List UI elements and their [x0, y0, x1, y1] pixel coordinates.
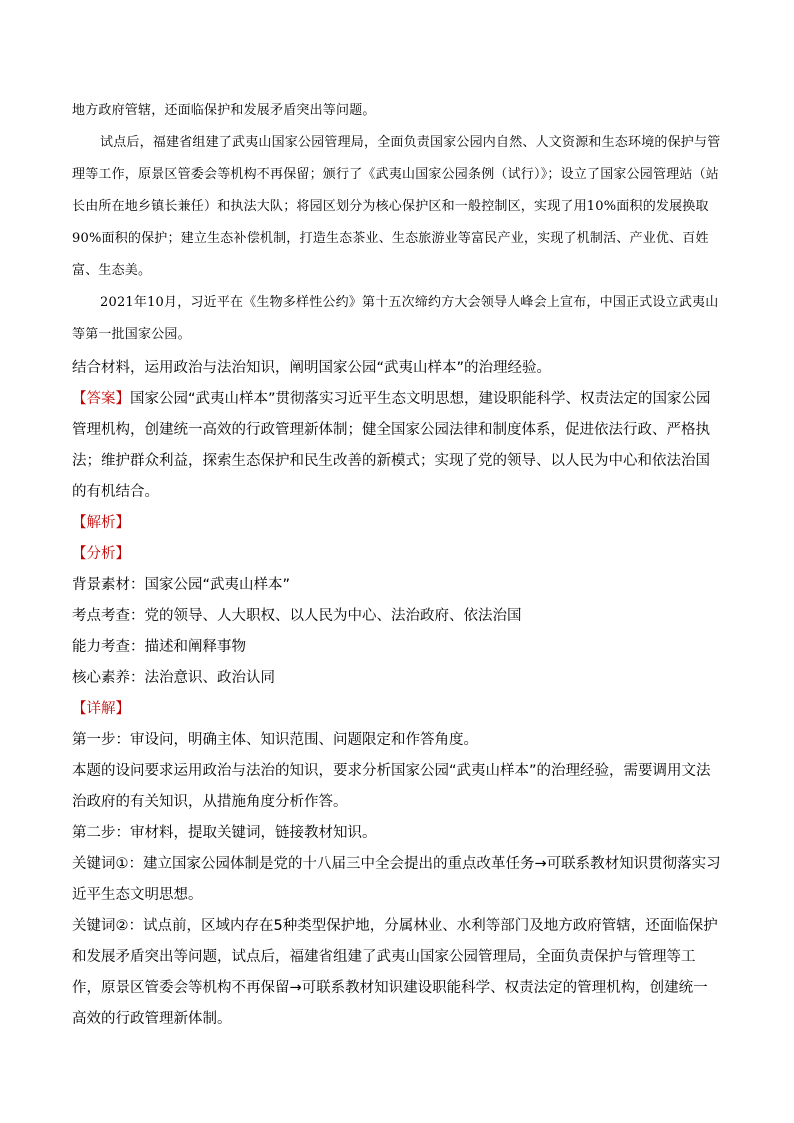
material-paragraph-2: 试点后，福建省组建了武夷山国家公园管理局，全面负责国家公园内自然、人文资源和生态环境的保护与管理等工作，原景区管委会等机构不再保留；颁行了《武夷山国家公园条例（试行）》；设立了国家公园管理站（站长由所在地乡镇长兼任）和执法大队；将园区划分为核心保护区和一般控制区，实现了用10%面积的发展换取90%面积的保护；建立生态补偿机制，打造生态茶业、生态旅游业等富民产业，实现了机制活、产业优、百姓富、生态美。 — [72, 135, 721, 278]
step-one-explanation: 本题的设问要求运用政治与法治的知识，要求分析国家公园“武夷山样本”的治理经验，需要调用文法治政府的有关知识，从措施角度分析作答。 — [72, 763, 711, 810]
answer-tag: 【答案】 — [72, 391, 130, 407]
keyword-two: 关键词②：试点前，区域内存在5种类型保护地，分属林业、水利等部门及地方政府管辖，还面临保护和发展矛盾突出等问题，试点后，福建省组建了武夷山国家公园管理局，全面负责保护与管理等工作，原景区管委会等机构不再保留→可联系教材知识建设职能科学、权责法定的管理机构，创建统一高效的行政管理新体制。 — [72, 918, 718, 1027]
exam-points: 考点考查：党的领导、人大职权、以人民为中心、法治政府、依法治国 — [72, 608, 522, 624]
answer-paragraph — [72, 384, 722, 508]
material-paragraph-3: 2021年10月，习近平在《生物多样性公约》第十五次缔约方大会领导人峰会上宣布，中国正式设立武夷山等第一批国家公园。 — [72, 295, 719, 342]
document-page — [72, 0, 722, 1035]
step-two: 第二步：审材料，提取关键词，链接教材知识。 — [72, 825, 377, 841]
analysis-heading: 【解析】 — [72, 515, 130, 531]
fenxi-heading: 【分析】 — [72, 546, 130, 562]
answer-text: 国家公园“武夷山样本”贯彻落实习近平生态文明思想，建设职能科学、权责法定的国家公园管理机构，创建统一高效的行政管理新体制；健全国家公园法律和制度体系，促进依法行政、严格执法；维护群众利益，探索生态保护和民生改善的新模式；实现了党的领导、以人民为中心和依法治国的有机结合。 — [72, 391, 711, 500]
detail-heading: 【详解】 — [72, 701, 130, 717]
background-material: 背景素材：国家公园“武夷山样本” — [72, 577, 291, 593]
material-paragraph-1: 地方政府管辖，还面临保护和发展矛盾突出等问题。 — [72, 103, 376, 118]
question-text: 结合材料，运用政治与法治知识，阐明国家公园“武夷山样本”的治理经验。 — [72, 360, 552, 376]
core-literacy: 核心素养：法治意识、政治认同 — [72, 670, 275, 686]
keyword-one: 关键词①：建立国家公园体制是党的十八届三中全会提出的重点改革任务→可联系教材知识贯彻落实习近平生态文明思想。 — [72, 856, 721, 903]
step-one: 第一步：审设问，明确主体、知识范围、问题限定和作答角度。 — [72, 732, 478, 748]
ability-check: 能力考查：描述和阐释事物 — [72, 639, 246, 655]
